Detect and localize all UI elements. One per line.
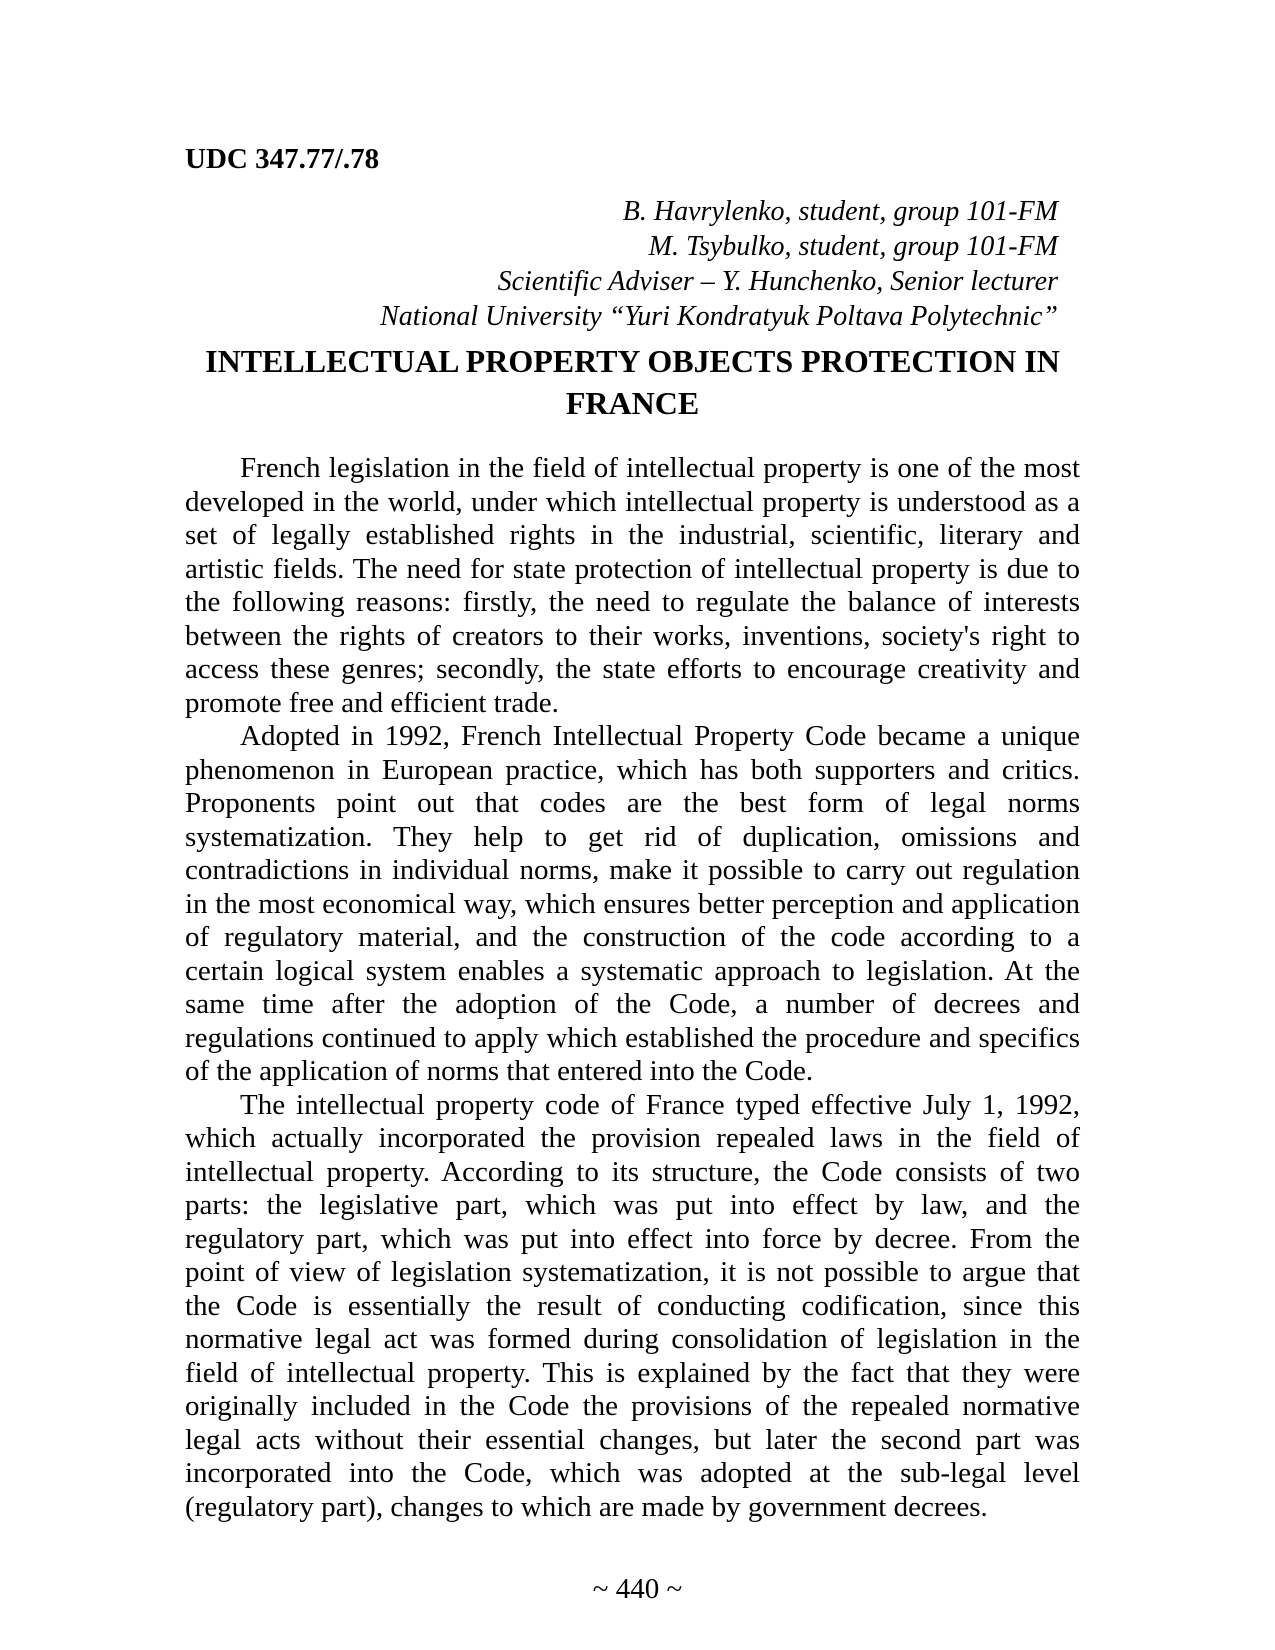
university-line: National University “Yuri Kondratyuk Poltava Polytechnic” (380, 301, 1058, 332)
scientific-adviser-line: Scientific Adviser – Y. Hunchenko, Senior lecturer (497, 266, 1058, 297)
author-block (185, 194, 1080, 334)
page-title-line: FRANCE (565, 385, 700, 421)
author-line: B. Havrylenko, student, group 101-FM (622, 196, 1058, 227)
page-title-line: INTELLECTUAL PROPERTY OBJECTS PROTECTION IN (205, 343, 1060, 379)
body-paragraph: The intellectual property code of France typed effective July 1, 1992, which actually incorporated the provision repealed laws in the field of intellectual property. According to its structure, the Code consists of two parts: the legislative part, which was put into effect by law, and the regulatory part, which was put into effect into force by decree. From the point of view of legislation systematization, it is not possible to argue that the Code is essentially the result of conducting codification, since this normative legal act was formed during consolidation of legislation in the field of intellectual property. This is explained by the fact that they were originally included in the Code the provisions of the repealed normative legal acts without their essential changes, but later the second part was incorporated into the Code, which was adopted at the sub-legal level (regulatory part), changes to which are made by government decrees. (185, 1088, 1080, 1523)
author-line: M. Tsybulko, student, group 101-FM (648, 231, 1058, 262)
article-body (185, 452, 1080, 1524)
page-title (185, 340, 1080, 424)
page-number: ~ 440 ~ (592, 1573, 683, 1605)
body-paragraph: Adopted in 1992, French Intellectual Property Code became a unique phenomenon in European practice, which has both supporters and critics. Proponents point out that codes are the best form of legal norms systematization. They help to get rid of duplication, omissions and contradictions in individual norms, make it possible to carry out regulation in the most economical way, which ensures better perception and application of regulatory material, and the construction of the code according to a certain logical system enables a systematic approach to legislation. At the same time after the adoption of the Code, a number of decrees and regulations continued to apply which established the procedure and specifics of the application of norms that entered into the Code. (185, 720, 1080, 1087)
udc-code: UDC 347.77/.78 (185, 143, 380, 175)
body-paragraph: French legislation in the field of intellectual property is one of the most developed in the world, under which intellectual property is understood as a set of legally established rights in the industrial, scientific, literary and artistic fields. The need for state protection of intellectual property is due to the following reasons: firstly, the need to regulate the balance of interests between the rights of creators to their works, inventions, society's right to access these genres; secondly, the state efforts to encourage creativity and promote free and efficient trade. (185, 452, 1080, 719)
